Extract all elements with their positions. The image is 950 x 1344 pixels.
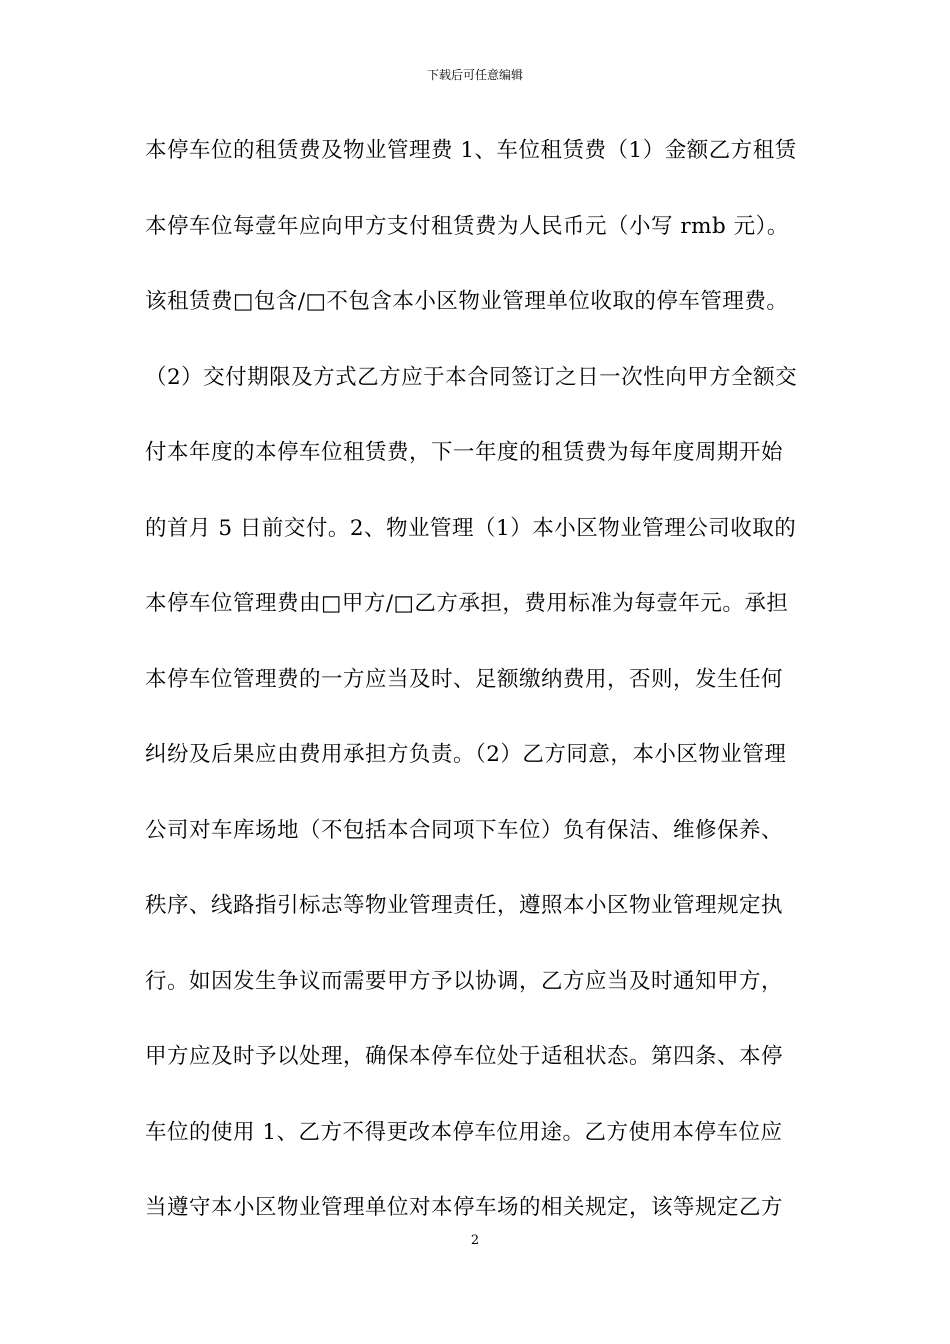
- text-line: 本停车位的租赁费及物业管理费 1、车位租赁费（1）金额乙方租赁: [145, 138, 797, 163]
- body-text: [145, 131, 810, 1264]
- text-line: 的首月 5 日前交付。2、物业管理（1）本小区物业管理公司收取的: [145, 515, 797, 541]
- text-line: 本停车位管理费由□甲方/□乙方承担，费用标准为每壹年元。承担: [145, 591, 789, 616]
- page-header: 下载后可任意编辑: [426, 68, 523, 82]
- text-line: 车位的使用 1、乙方不得更改本停车位用途。乙方使用本停车位应: [145, 1119, 783, 1145]
- page-number: 2: [470, 1233, 480, 1248]
- text-line: 纠纷及后果应由费用承担方负责。（2）乙方同意，本小区物业管理: [145, 742, 787, 767]
- text-line: （2）交付期限及方式乙方应于本合同签订之日一次性向甲方全额交: [145, 364, 798, 390]
- text-line: 当遵守本小区物业管理单位对本停车场的相关规定，该等规定乙方: [145, 1195, 784, 1220]
- text-line: 公司对车库场地（不包括本合同项下车位）负有保洁、维修保养、: [145, 817, 784, 843]
- text-line: 付本年度的本停车位租赁费，下一年度的租赁费为每年度周期开始: [145, 440, 784, 465]
- text-line: 秩序、线路指引标志等物业管理责任，遵照本小区物业管理规定执: [145, 893, 784, 918]
- text-line: 本停车位每壹年应向甲方支付租赁费为人民币元（小写 rmb 元）。: [145, 213, 789, 239]
- text-line: 行。如因发生争议而需要甲方予以协调，乙方应当及时通知甲方，: [145, 968, 784, 994]
- text-line: 甲方应及时予以处理，确保本停车位处于适租状态。第四条、本停: [145, 1044, 784, 1069]
- text-line: 该租赁费□包含/□不包含本小区物业管理单位收取的停车管理费。: [145, 289, 789, 314]
- text-line: 本停车位管理费的一方应当及时、足额缴纳费用，否则，发生任何: [145, 666, 784, 692]
